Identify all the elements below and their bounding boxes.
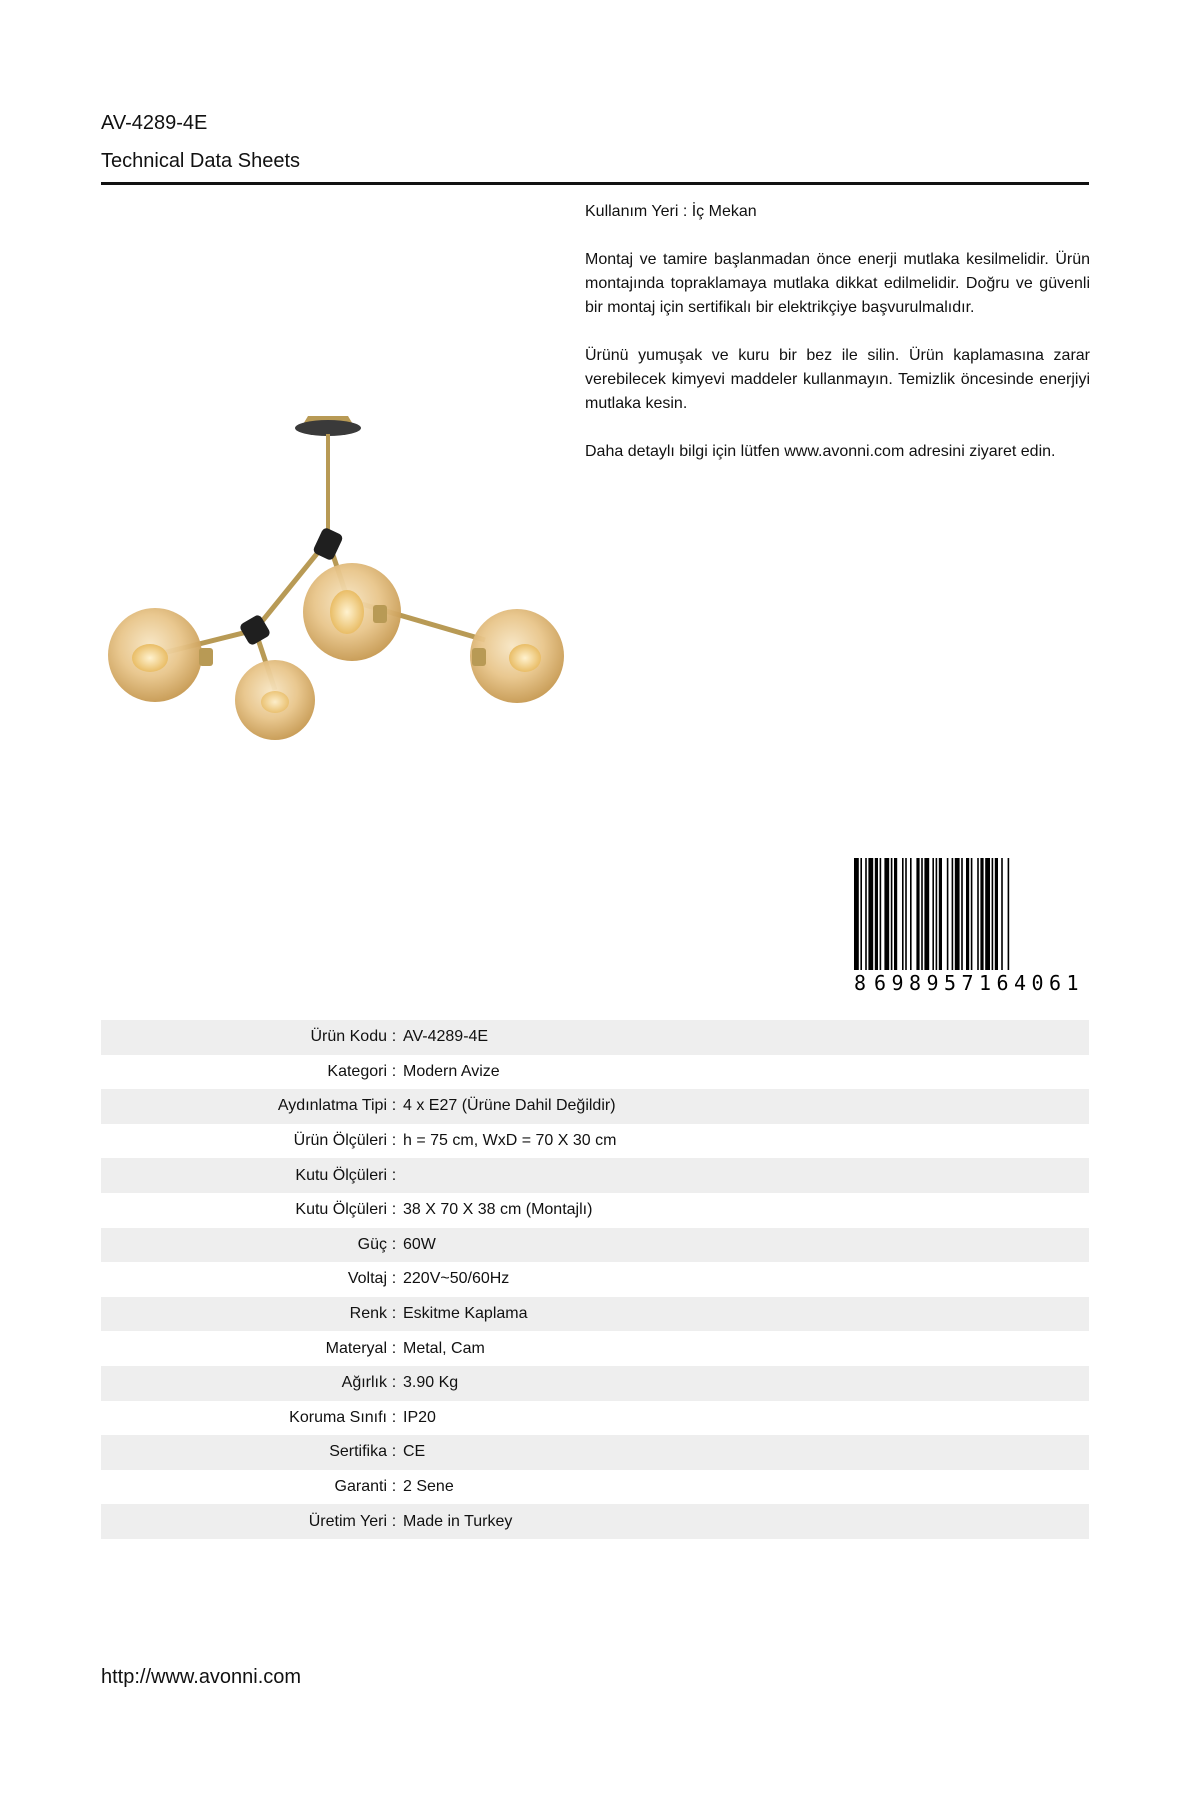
spec-row [101,1401,1089,1436]
barcode [852,856,1092,996]
spec-separator: : [391,1132,397,1150]
usage-location: Kullanım Yeri : İç Mekan [585,203,757,220]
barcode-bar [955,858,960,970]
barcode-bar [865,858,867,970]
spec-row [101,1262,1089,1297]
barcode-bar [995,858,998,970]
header-divider [101,182,1089,185]
spec-row [101,1193,1089,1228]
barcode-bar [966,858,969,970]
barcode-digit: 7 [961,971,974,995]
spec-row [101,1089,1089,1124]
barcode-digit: 1 [979,971,992,995]
barcode-bar [985,858,990,970]
barcode-digit: 8 [854,971,867,995]
barcode-digit: 6 [1049,971,1062,995]
spec-separator: : [391,1478,397,1496]
barcode-bar [980,858,983,970]
barcode-bar [854,858,859,970]
barcode-bar [947,858,949,970]
barcode-bar [905,858,907,970]
product-info [585,200,1090,488]
spec-value: 220V~50/60Hz [403,1270,510,1288]
spec-row [101,1504,1089,1539]
barcode-bar [961,858,963,970]
barcode-bar [921,858,923,970]
barcode-bar [952,858,954,970]
spec-value: 60W [403,1235,436,1253]
barcode-bar [875,858,878,970]
spec-value: CE [403,1443,426,1461]
spec-separator: : [391,1166,397,1184]
spec-separator: : [391,1062,397,1080]
spec-label: Garanti [334,1478,387,1496]
barcode-bar [891,858,893,970]
spec-value: IP20 [403,1408,436,1426]
barcode-bar [939,858,942,970]
product-code-title: AV-4289-4E [101,112,208,134]
spec-label: Aydınlatma Tipi [277,1097,387,1115]
spec-label: Ürün Kodu [310,1028,387,1046]
spec-row [101,1228,1089,1263]
spec-table [101,1020,1089,1539]
spec-label: Materyal [325,1339,387,1357]
spec-row [101,1297,1089,1332]
barcode-bar [936,858,938,970]
barcode-bar [860,858,862,970]
spec-value: Made in Turkey [403,1512,513,1530]
barcode-bar [902,858,904,970]
spec-separator: : [391,1374,397,1392]
spec-row [101,1331,1089,1366]
barcode-digit: 9 [891,971,904,995]
barcode-bar [916,858,919,970]
barcode-bar [971,858,973,970]
spec-separator: : [391,1028,397,1046]
barcode-bar [1001,858,1003,970]
safety-note: Montaj ve tamire başlanmadan önce enerji mutlaka kesilmelidir. Ürün montajında topraklamaya mutlaka dikkat edilmelidir. Doğru ve güvenli bir montaj için sertifikalı bir elektrikçiye başvurulmalıdır. [585,251,1090,316]
spec-separator: : [391,1201,397,1219]
spec-row [101,1435,1089,1470]
spec-label: Ağırlık [341,1374,387,1392]
spec-separator: : [391,1339,397,1357]
spec-row [101,1470,1089,1505]
barcode-digit: 9 [926,971,939,995]
barcode-digit: 8 [909,971,922,995]
page-header [101,108,1089,185]
spec-label: Kutu Ölçüleri [295,1166,387,1184]
spec-label: Kutu Ölçüleri [295,1201,387,1219]
barcode-bar [977,858,979,970]
barcode-bar [992,858,994,970]
barcode-digit: 1 [1066,971,1079,995]
barcode-digit: 5 [944,971,957,995]
spec-label: Renk [349,1305,387,1323]
spec-value: Metal, Cam [403,1339,485,1357]
barcode-digit: 0 [1031,971,1044,995]
spec-label: Güç [357,1235,387,1253]
barcode-bar [932,858,934,970]
spec-separator: : [391,1512,397,1530]
more-info-note: Daha detaylı bilgi için lütfen www.avonni.com adresini ziyaret edin. [585,443,1056,460]
spec-separator: : [391,1443,397,1461]
barcode-bar [884,858,889,970]
barcode-digit: 6 [996,971,1009,995]
spec-separator: : [391,1235,397,1253]
barcode-bar [924,858,929,970]
spec-row [101,1158,1089,1193]
spec-value: Eskitme Kaplama [403,1305,528,1323]
spec-value: 3.90 Kg [403,1374,459,1392]
spec-value: h = 75 cm, WxD = 70 X 30 cm [403,1132,617,1150]
spec-separator: : [391,1408,397,1426]
spec-value: Modern Avize [403,1062,500,1080]
spec-row [101,1124,1089,1159]
spec-value: 2 Sene [403,1478,454,1496]
spec-row [101,1055,1089,1090]
spec-separator: : [391,1097,397,1115]
spec-label: Koruma Sınıfı [289,1408,387,1426]
spec-separator: : [391,1270,397,1288]
footer-url[interactable]: http://www.avonni.com [101,1666,302,1688]
barcode-bar [910,858,912,970]
spec-label: Ürün Ölçüleri [293,1132,387,1150]
spec-row [101,1366,1089,1401]
barcode-bar [868,858,873,970]
product-image [95,390,585,770]
spec-label: Üretim Yeri [308,1512,387,1530]
barcode-digit: 6 [874,971,887,995]
barcode-bar [894,858,897,970]
spec-value: 38 X 70 X 38 cm (Montajlı) [403,1201,593,1219]
spec-label: Kategori [327,1062,387,1080]
spec-row [101,1020,1089,1055]
barcode-bar [880,858,882,970]
spec-label: Voltaj [347,1270,387,1288]
spec-value: AV-4289-4E [403,1028,489,1046]
spec-value: 4 x E27 (Ürüne Dahil Değildir) [403,1097,616,1115]
document-subtitle: Technical Data Sheets [101,150,301,172]
spec-separator: : [391,1305,397,1323]
spec-label: Sertifika [329,1443,387,1461]
cleaning-note: Ürünü yumuşak ve kuru bir bez ile silin. Ürün kaplamasına zarar verebilecek kimyevi maddeler kullanmayın. Temizlik öncesinde enerjiyi mutlaka kesin. [585,347,1090,412]
barcode-digit: 4 [1014,971,1027,995]
barcode-bar [1008,858,1010,970]
